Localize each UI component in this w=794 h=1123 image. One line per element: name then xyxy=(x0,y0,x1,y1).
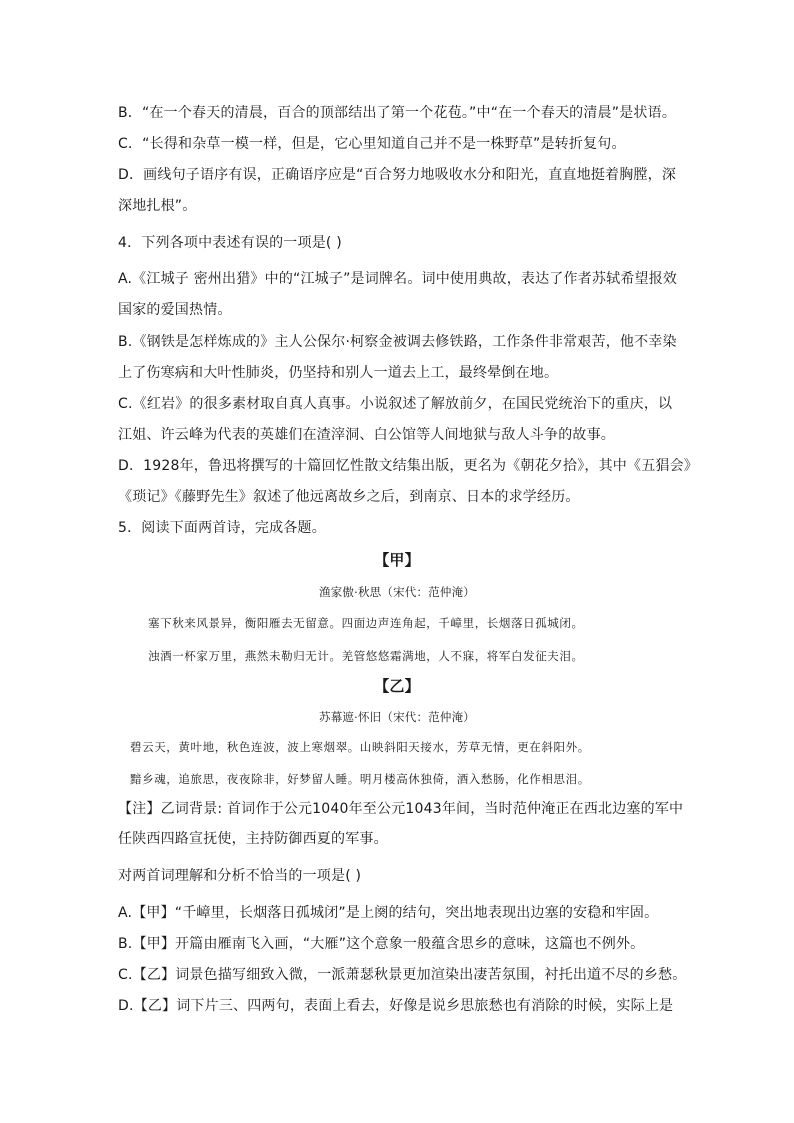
poem-yi-line2: 黯乡魂，追旅思，夜夜除非，好梦留人睡。明月楼高休独倚，酒入愁肠，化作相思泪。 xyxy=(130,772,590,786)
poem-jia-title: 渔家傲·秋思（宋代：范仲淹） xyxy=(319,585,475,599)
q4-option-b-line1: B.《钢铁是怎样炼成的》主人公保尔·柯察金被调去修铁路，工作条件非常艰苦，他不幸染 xyxy=(118,334,677,350)
poem-jia-line1: 塞下秋来风景异，衡阳雁去无留意。四面边声连角起，千嶂里，长烟落日孤城闭。 xyxy=(148,616,584,630)
poem-jia-line2: 浊酒一杯家万里，燕然未勒归无计。羌管悠悠霜满地，人不寐，将军白发征夫泪。 xyxy=(148,649,584,663)
q4-option-a-line1: A.《江城子 密州出猎》中的“江城子”是词牌名。词中使用典故，表达了作者苏轼希望报效 xyxy=(118,271,678,287)
q5-option-b: B.【甲】开篇由雁南飞入画，“大雁”这个意象一般蕴含思乡的意味，这篇也不例外。 xyxy=(118,936,645,952)
q4-option-b-line2: 上了伤寒病和大叶性肺炎，仍坚持和别人一道去上工，最终晕倒在地。 xyxy=(118,365,559,381)
q4-stem: 4．下列各项中表述有误的一项是( ) xyxy=(118,235,342,251)
poem-jia-label: 【甲】 xyxy=(374,551,420,569)
note-line2: 任陕西四路宣抚使，主持防御西夏的军事。 xyxy=(118,831,388,847)
q4-option-c-line1: C.《红岩》的很多素材取自真人真事。小说叙述了解放前夕，在国民党统治下的重庆，以 xyxy=(118,396,673,412)
q4-option-c-line2: 江姐、许云峰为代表的英雄们在渣滓洞、白公馆等人间地狱与敌人斗争的故事。 xyxy=(118,427,615,443)
q4-option-d-line2: 《琐记》《藤野先生》叙述了他远离故乡之后，到南京、日本的求学经历。 xyxy=(118,489,580,505)
q3-option-c: C．“长得和杂草一模一样，但是，它心里知道自己并不是一株野草”是转折复句。 xyxy=(118,136,626,152)
q3-option-b: B．“在一个春天的清晨，百合的顶部结出了第一个花苞。”中“在一个春天的清晨”是状语。 xyxy=(118,105,677,121)
poem-yi-label: 【乙】 xyxy=(374,677,420,695)
q4-option-d-line1: D．1928年，鲁迅将撰写的十篇回忆性散文结集出版，更名为《朝花夕拾》，其中《五猖会》 xyxy=(118,458,699,474)
q4-option-a-line2: 国家的爱国热情。 xyxy=(118,302,232,318)
q3-option-d-line2: 深地扎根”。 xyxy=(118,198,197,214)
poem-yi-line1: 碧云天，黄叶地，秋色连波，波上寒烟翠。山映斜阳天接水，芳草无情，更在斜阳外。 xyxy=(130,740,590,754)
q5-option-c: C.【乙】词景色描写细致入微，一派萧瑟秋景更加渲染出凄苦氛围，衬托出道不尽的乡愁。 xyxy=(118,967,687,983)
q5-option-a: A.【甲】“千嶂里，长烟落日孤城闭”是上阕的结句，突出地表现出边塞的安稳和牢固。 xyxy=(118,905,659,921)
q3-option-d-line1: D．画线句子语序有误，正确语序应是“百合努力地吸收水分和阳光，直直地挺着胸膛，深 xyxy=(118,167,677,183)
q5-sub-stem: 对两首词理解和分析不恰当的一项是( ) xyxy=(118,868,362,884)
note-line1: 【注】乙词背景: 首词作于公元1040年至公元1043年间，当时范仲淹正在西北边塞的军中 xyxy=(118,801,684,817)
q5-option-d: D.【乙】词下片三、四两句，表面上看去，好像是说乡思旅愁也有消除的时候，实际上是 xyxy=(118,998,674,1014)
q5-stem: 5．阅读下面两首诗，完成各题。 xyxy=(118,520,326,536)
poem-yi-title: 苏幕遮·怀旧（宋代：范仲淹） xyxy=(319,710,475,724)
